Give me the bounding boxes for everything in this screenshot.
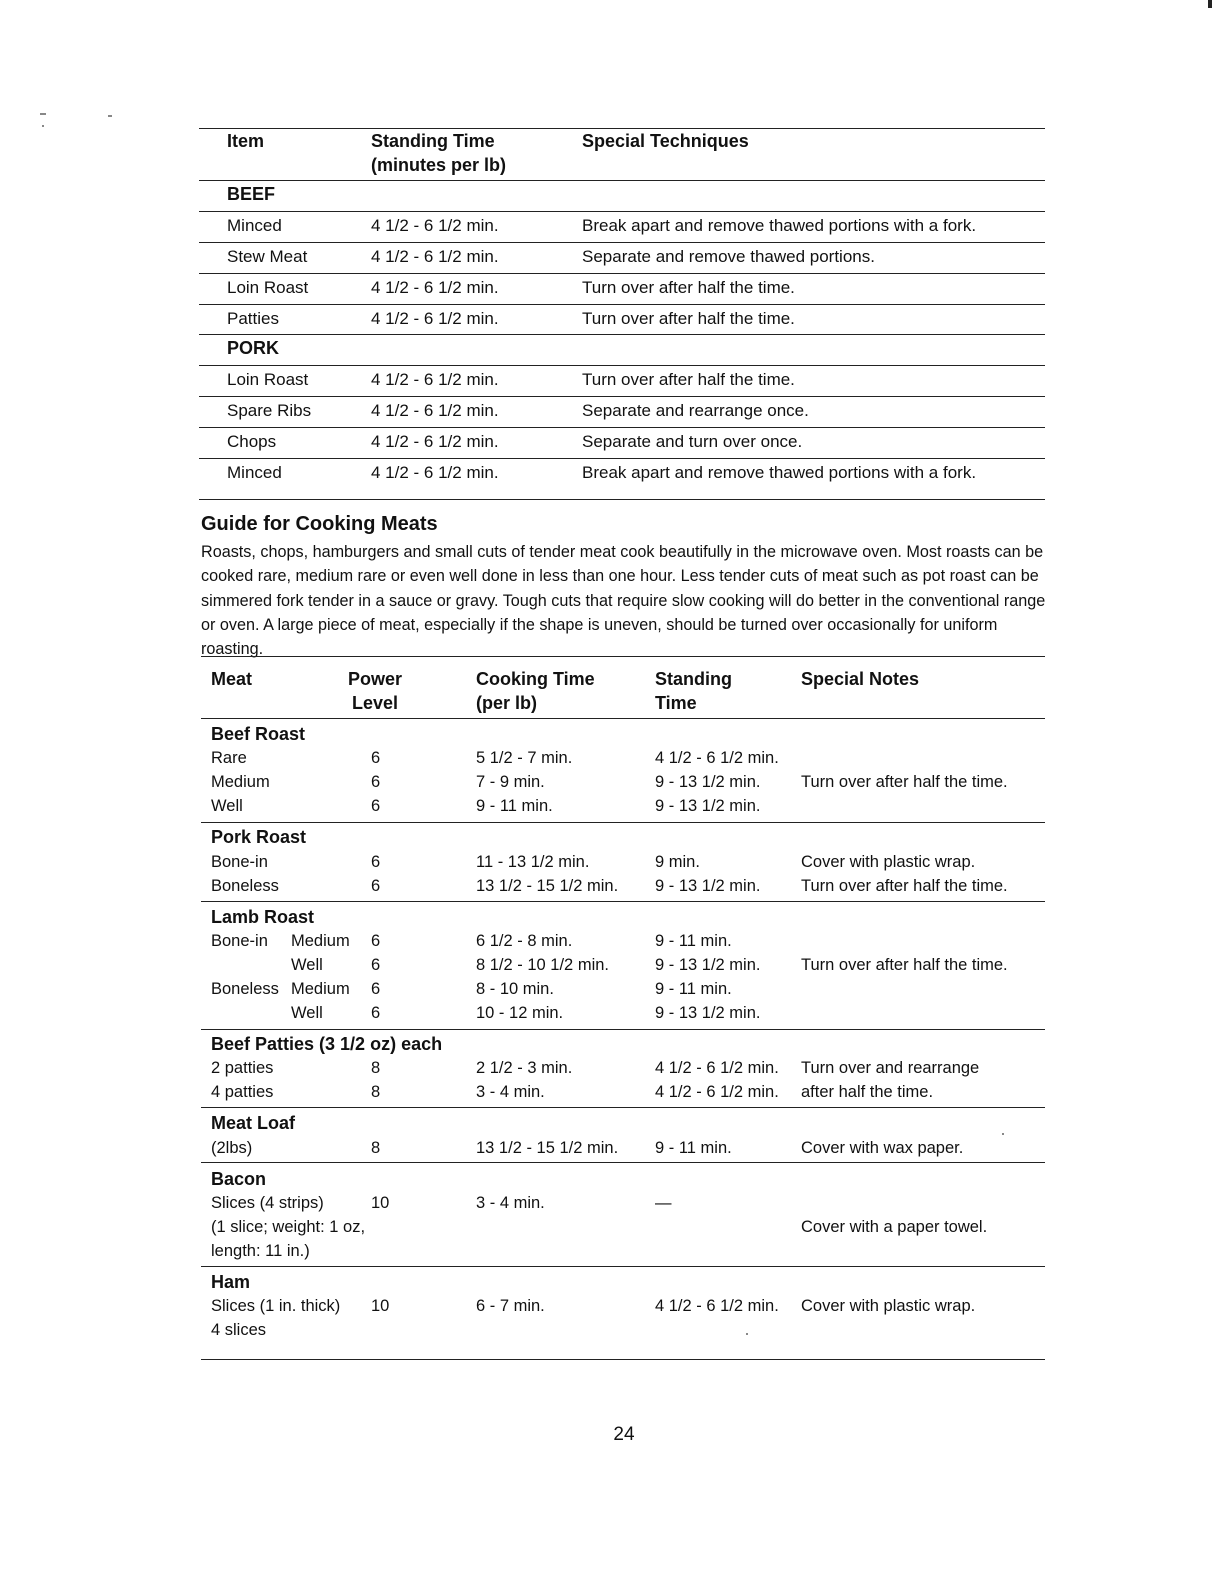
table-cell: Bone-in (211, 932, 268, 950)
table-cell: 10 (371, 1194, 390, 1212)
group-meat-loaf: Meat Loaf (211, 1113, 296, 1133)
table-rule (199, 499, 1045, 500)
intro-paragraph: Roasts, chops, hamburgers and small cuts of tender meat cook beautifully in the microwave oven. Most roasts can be cooked rare, medium rare or even well done in less than one hour. Less tender cuts of meat such as pot roast can be simmered fork tender in a sauce or gravy. Tough cuts that require slow cooking will do better in the conventional range or oven. A large piece of meat, especially if the shape is uneven, should be turned over occasionally for uniform roasting. (201, 543, 1046, 659)
table-rule (201, 1107, 1045, 1108)
table-cell: 4 1/2 - 6 1/2 min. (371, 247, 499, 266)
table-cell: 4 slices (211, 1321, 267, 1339)
table-cell: 8 (371, 1083, 381, 1101)
table-cell: Minced (227, 463, 282, 482)
header-special-notes: Special Notes (801, 669, 920, 689)
table-cell: Cover with plastic wrap. (801, 853, 976, 871)
table-rule (199, 458, 1045, 459)
table-cell: 13 1/2 - 15 1/2 min. (476, 1139, 619, 1157)
scan-edge-mark (1208, 0, 1212, 8)
table-cell: Boneless (211, 980, 279, 998)
table-cell: Bone-in (211, 853, 268, 871)
table-cell: 13 1/2 - 15 1/2 min. (476, 877, 619, 895)
table-cell: Turn over after half the time. (582, 278, 795, 297)
table-rule (199, 334, 1045, 335)
table-cell: 4 1/2 - 6 1/2 min. (655, 1297, 779, 1315)
header-cooking-time-unit: (per lb) (476, 693, 537, 713)
table-cell: Separate and turn over once. (582, 432, 803, 451)
group-beef-roast: Beef Roast (211, 724, 306, 744)
table-cell: 2 1/2 - 3 min. (476, 1059, 573, 1077)
table-rule (201, 1162, 1045, 1163)
table-cell: (2lbs) (211, 1139, 253, 1157)
table-cell: 4 1/2 - 6 1/2 min. (371, 278, 499, 297)
table-cell: 4 1/2 - 6 1/2 min. (655, 1059, 779, 1077)
group-bacon: Bacon (211, 1169, 267, 1189)
table-cell: 6 (371, 956, 381, 974)
table-cell: 10 (371, 1297, 390, 1315)
table-cell: Well (211, 797, 243, 815)
header-meat: Meat (211, 669, 253, 689)
table-rule (199, 427, 1045, 428)
table-cell: Separate and remove thawed portions. (582, 247, 875, 266)
table-cell: 3 - 4 min. (476, 1083, 545, 1101)
table-cell: Turn over after half the time. (582, 309, 795, 328)
table-cell: Loin Roast (227, 278, 309, 297)
table-rule (199, 180, 1045, 181)
table-rule (201, 656, 1045, 657)
header-special-techniques: Special Techniques (582, 131, 749, 151)
table-cell: Loin Roast (227, 370, 309, 389)
table-cell: 8 - 10 min. (476, 980, 554, 998)
table-cell: Cover with plastic wrap. (801, 1297, 976, 1315)
table-cell: Chops (227, 432, 277, 451)
table-cell: 5 1/2 - 7 min. (476, 749, 573, 767)
table-cell: Slices (1 in. thick) (211, 1297, 341, 1315)
table-cell: 4 1/2 - 6 1/2 min. (371, 463, 499, 482)
table-rule (201, 822, 1045, 823)
table-cell: 6 (371, 1004, 381, 1022)
group-beef-patties: Beef Patties (3 1/2 oz) each (211, 1034, 443, 1054)
table-cell: Rare (211, 749, 247, 767)
table-cell: Turn over after half the time. (801, 956, 1008, 974)
table-cell: 4 1/2 - 6 1/2 min. (371, 401, 499, 420)
table-cell: 6 (371, 773, 381, 791)
table-cell: after half the time. (801, 1083, 934, 1101)
table-cell: 4 1/2 - 6 1/2 min. (371, 309, 499, 328)
scan-speck (1002, 1133, 1004, 1135)
table-cell: Boneless (211, 877, 279, 895)
table-rule (201, 718, 1045, 719)
table-cell: 4 1/2 - 6 1/2 min. (371, 432, 499, 451)
table-cell: 9 - 11 min. (476, 797, 553, 815)
table-cell: (1 slice; weight: 1 oz, (211, 1218, 366, 1236)
table-cell: 3 - 4 min. (476, 1194, 545, 1212)
table-cell: Separate and rearrange once. (582, 401, 809, 420)
table-cell: 9 - 11 min. (655, 932, 732, 950)
scan-speck (40, 113, 46, 115)
table-cell: 4 1/2 - 6 1/2 min. (371, 216, 499, 235)
table-cell: Turn over after half the time. (801, 773, 1008, 791)
table-rule (199, 211, 1045, 212)
table-cell: Cover with wax paper. (801, 1139, 964, 1157)
table-cell: 9 - 13 1/2 min. (655, 956, 761, 974)
table-cell: Minced (227, 216, 282, 235)
page-number: 24 (613, 1424, 635, 1445)
table-cell: Break apart and remove thawed portions with a fork. (582, 216, 977, 235)
table-rule (199, 396, 1045, 397)
table-cell: 9 - 11 min. (655, 980, 732, 998)
scan-speck (42, 125, 44, 127)
table-cell: 4 patties (211, 1083, 274, 1101)
group-lamb-roast: Lamb Roast (211, 907, 315, 927)
table-rule (199, 365, 1045, 366)
header-standing-time: Time (655, 693, 697, 713)
header-power-level: Level (352, 693, 399, 713)
table-cell: 9 - 13 1/2 min. (655, 1004, 761, 1022)
table-cell: Cover with a paper towel. (801, 1218, 988, 1236)
table-cell: 8 (371, 1059, 381, 1077)
section-title: Guide for Cooking Meats (201, 513, 438, 535)
table-rule (199, 304, 1045, 305)
table-cell: Medium (291, 980, 350, 998)
table-cell: 7 - 9 min. (476, 773, 545, 791)
table-cell: 6 (371, 932, 381, 950)
table-cell: 2 patties (211, 1059, 274, 1077)
table-cell: 9 - 13 1/2 min. (655, 877, 761, 895)
table-cell: length: 11 in.) (211, 1242, 310, 1260)
table-cell: Medium (291, 932, 350, 950)
category-pork: PORK (227, 338, 280, 358)
header-power: Power (348, 669, 403, 689)
table-cell: Patties (227, 309, 279, 328)
table-cell: 9 - 13 1/2 min. (655, 773, 761, 791)
table-cell: Turn over and rearrange (801, 1059, 980, 1077)
table-cell: 6 1/2 - 8 min. (476, 932, 573, 950)
table-cell: 6 (371, 877, 381, 895)
table-rule (201, 1029, 1045, 1030)
table-cell: 9 min. (655, 853, 700, 871)
category-beef: BEEF (227, 184, 276, 204)
table-rule (201, 1266, 1045, 1267)
table-cell: 9 - 11 min. (655, 1139, 732, 1157)
header-item: Item (227, 131, 265, 151)
table-rule (201, 901, 1045, 902)
table-cell: 6 - 7 min. (476, 1297, 545, 1315)
table-cell: Turn over after half the time. (801, 877, 1008, 895)
table-cell: 4 1/2 - 6 1/2 min. (655, 1083, 779, 1101)
table-cell: Stew Meat (227, 247, 308, 266)
table-cell: 10 - 12 min. (476, 1004, 564, 1022)
header-cooking-time: Cooking Time (476, 669, 595, 689)
header-standing: Standing (655, 669, 732, 689)
group-pork-roast: Pork Roast (211, 827, 307, 847)
table-cell: Turn over after half the time. (582, 370, 795, 389)
header-standing-time-unit: (minutes per lb) (371, 155, 507, 175)
table-cell: Well (291, 956, 323, 974)
table-cell: 4 1/2 - 6 1/2 min. (655, 749, 779, 767)
table-cell: 6 (371, 797, 381, 815)
table-cell: 6 (371, 853, 381, 871)
table-cell: 9 - 13 1/2 min. (655, 797, 761, 815)
table-cell: 8 1/2 - 10 1/2 min. (476, 956, 609, 974)
scan-speck (746, 1333, 748, 1335)
table-cell: Well (291, 1004, 323, 1022)
table-cell: 8 (371, 1139, 381, 1157)
table-rule (201, 1359, 1045, 1360)
table-rule (199, 273, 1045, 274)
table-cell: 6 (371, 749, 381, 767)
table-rule (199, 242, 1045, 243)
table-cell: — (655, 1194, 672, 1212)
table-cell: Slices (4 strips) (211, 1194, 324, 1212)
group-ham: Ham (211, 1272, 251, 1292)
table-cell: Spare Ribs (227, 401, 312, 420)
table-cell: Medium (211, 773, 270, 791)
header-standing-time: Standing Time (371, 131, 495, 151)
table-cell: Break apart and remove thawed portions with a fork. (582, 463, 977, 482)
scan-speck (108, 115, 112, 117)
table-cell: 11 - 13 1/2 min. (476, 853, 590, 871)
table-cell: 4 1/2 - 6 1/2 min. (371, 370, 499, 389)
table-cell: 6 (371, 980, 381, 998)
